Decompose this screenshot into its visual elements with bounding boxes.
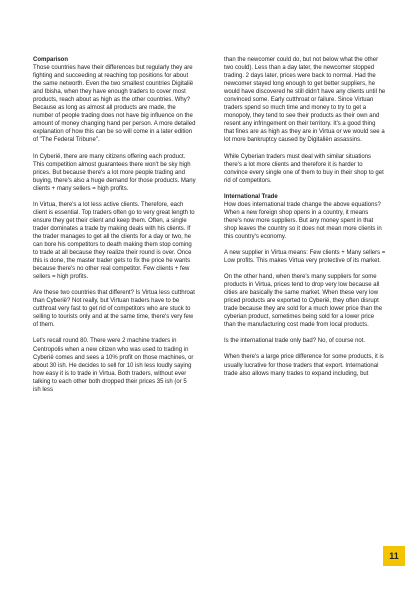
paragraph: When there's a large price difference for some products, it is usually lucrative for those traders that export. International trade also allows many trades to expand including, but bbox=[224, 354, 384, 377]
paragraph: Those countries have their differences but regularly they are fighting and succeeding at reaching top positions for about the same networth. Even the two smallest countries Digitalië and Ibisha, when they have enough traders to cover most products, reach about as high as the other countries. Why? Because as long as almost all products are made, the number of people trading does not have big influence on the amount of money changing hand per person. A more detailed explanation of how this can be so will come in a later edition of "The Federal Tribune". bbox=[33, 65, 196, 144]
paragraph: On the other hand, when there's many suppliers for some products in Virtua, prices tend to drop very low because all cities are basically the same market. When these very low priced products are exported to Cyberië, they often disrupt trade because they are sold for a much lower price than the cyberian product, sometimes being sold for a lower price than the manufacturing cost made from local products. bbox=[224, 274, 383, 329]
comparison-heading: Comparison bbox=[33, 57, 69, 63]
paragraph: A new supplier in Virtua means: Few clients + Many sellers = Low profits. This makes Virtua very protective of its market. bbox=[224, 249, 386, 265]
paragraph: Let's recall round 80. There were 2 machine traders in Centropolis when a new citizen who was used to trading in Cyberië comes and sees a 10% profit on those machines, or about 30 ish. He decides to sell for 10 ish less loudly saying how easy it is to trade in Virtua. Both traders, without ever talking to each other both dropped their prices 35 ish (or 5 ish less bbox=[33, 338, 194, 393]
paragraph: While Cyberian traders must deal with similar situations there's a lot more clients and therefore it is harder to convince every single one of them to buy in their shop to get rid of competitors. bbox=[224, 153, 384, 184]
paragraph: Is the international trade only bad? No, of course not. bbox=[224, 338, 366, 345]
paragraph: than the newcomer could do, but not below what the other two could). Less than a day later, the newcomer stopped trading. 2 days later, prices were back to normal. Had the newcomer stayed long enough to get better suppliers, he would have discovered he still didn't have any clients until he convinced some. Early cutthroat or failure. Since Virtuan traders spend so much time and money to try to get a monopoly, they tend to see their products as their own and resent any infringement on their territory. It's a good thing that fines are as high as they are in Virtua or we would see a lot more bankruptcy caused by Digitalièn assassins. bbox=[224, 57, 386, 144]
paragraph: Are these two countries that different? Is Virtua less cutthroat than Cyberië? Not really, but Virtuan traders have to be cutthroat very fast to get rid of competitors who are stuck to selling to tourists only and at the same time, there's very few of them. bbox=[33, 290, 195, 329]
right-column bbox=[224, 56, 387, 386]
paragraph: In Cyberië, there are many citizens offering each product. This competition almost guarantees there won't be sky high prices. But because there's a lot more people trading and buying, there's also a huge demand for those products. Many clients + many sellers = high profits. bbox=[33, 153, 196, 192]
paragraph: How does international trade change the above equations? When a new foreign shop opens in a country, it means there's now more suppliers. But any money spent in that shop leaves the country so it does not mean more clients in this country's economy. bbox=[224, 201, 382, 240]
left-column bbox=[33, 56, 196, 402]
paragraph: In Virtua, there's a lot less active clients. Therefore, each client is essential. Top traders often go to very great length to ensure they get their client and keep them. Often, a single trader dominates a trade by making deals with his clients. If the trader manages to get all the clients for a day or two, he can bore his competitors to death making them stop coming to trade at all because they realize their round is over. Once this is done, the master trader gets to fix the price he wants because there's no other real competitor. Few clients + few sellers = high profits. bbox=[33, 201, 195, 281]
page-number: 11 bbox=[383, 546, 405, 566]
international-trade-heading: International Trade bbox=[224, 193, 278, 200]
